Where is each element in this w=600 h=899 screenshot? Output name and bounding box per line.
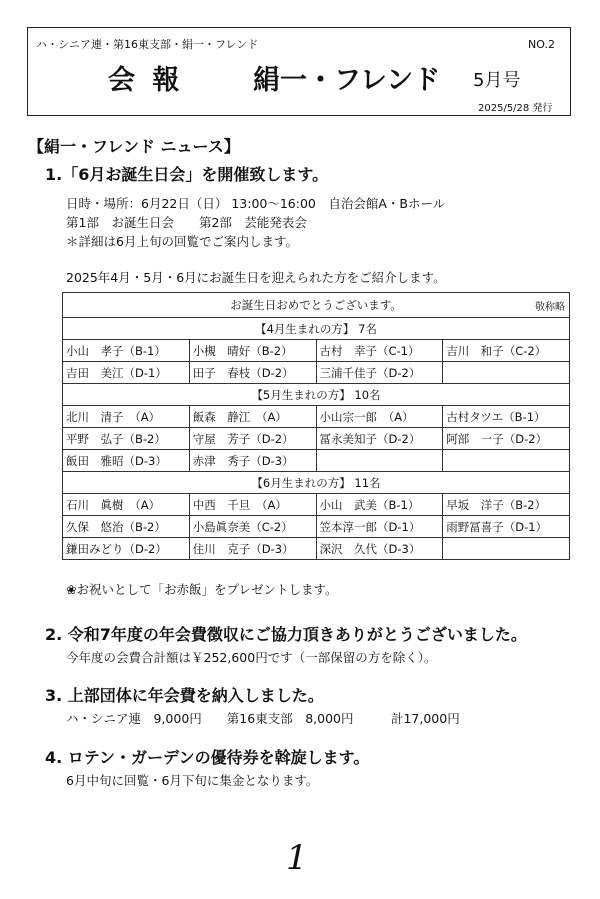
item1-note: ＊詳細は6月上旬の回覧でご案内します。 (66, 234, 298, 249)
page-number: 1 (286, 838, 308, 878)
greeting-text: お誕生日おめでとうございます。 (230, 298, 402, 312)
name-cell: 小槻 晴好（B-2） (189, 340, 316, 362)
table-row (63, 293, 570, 318)
name-cell: 小山宗一郎 （A） (316, 406, 443, 428)
table-row (63, 318, 570, 340)
name-cell (443, 538, 570, 560)
name-cell: 古村 幸子（C-1） (316, 340, 443, 362)
item3-title: 3. 上部団体に年会費を納入しました。 (45, 686, 324, 705)
name-cell: 中西 千旦 （A） (189, 494, 316, 516)
table-row (63, 516, 570, 538)
birthday-table (62, 292, 570, 560)
name-cell: 田子 春枝（D-2） (189, 362, 316, 384)
issue-number: NO.2 (528, 38, 555, 51)
organization-name: ハ・シニア連・第16東支部・絹一・フレンド (36, 38, 259, 51)
table-row (63, 538, 570, 560)
name-cell: 小山 武美（B-1） (316, 494, 443, 516)
name-cell: 三浦千佳子（D-2） (316, 362, 443, 384)
name-cell: 石川 眞樹 （A） (63, 494, 190, 516)
table-row (63, 362, 570, 384)
club-name: 絹一・フレンド (253, 65, 441, 96)
name-cell: 鎌田みどり（D-2） (63, 538, 190, 560)
name-cell: 雨野冨喜子（D-1） (443, 516, 570, 538)
name-cell: 吉田 美江（D-1） (63, 362, 190, 384)
issue-month: 5月号 (473, 70, 521, 91)
name-cell: 赤津 秀子（D-3） (189, 450, 316, 472)
name-cell: 笠本淳一郎（D-1） (316, 516, 443, 538)
table-row (63, 384, 570, 406)
publish-date: 2025/5/28 発行 (478, 103, 553, 114)
name-cell: 住川 克子（D-3） (189, 538, 316, 560)
table-row (63, 428, 570, 450)
item1-title: 1.「6月お誕生日会」を開催致します。 (45, 165, 329, 184)
table-row (63, 494, 570, 516)
gift-note: ❀お祝いとして「お赤飯」をプレゼントします。 (66, 582, 338, 597)
item2-text: 今年度の会費合計額は￥252,600円です（一部保留の方を除く）。 (66, 650, 437, 665)
item3-text: ハ・シニア連 9,000円 第16東支部 8,000円 計17,000円 (66, 711, 460, 726)
name-cell: 飯森 静江 （A） (189, 406, 316, 428)
item2-title: 2. 令和7年度の年会費徴収にご協力頂きありがとうございました。 (45, 625, 527, 644)
name-cell: 平野 弘子（B-2） (63, 428, 190, 450)
name-cell: 飯田 雅昭（D-3） (63, 450, 190, 472)
item4-text: 6月中旬に回覧・6月下旬に集金となります。 (66, 773, 319, 788)
honorific-note: 敬称略 (535, 302, 565, 313)
name-cell: 吉川 和子（C-2） (443, 340, 570, 362)
table-row (63, 406, 570, 428)
name-cell (443, 362, 570, 384)
name-cell: 古村タツエ（B-1） (443, 406, 570, 428)
name-cell: 深沢 久代（D-3） (316, 538, 443, 560)
group-label: 【6月生まれの方】 11名 (63, 472, 570, 494)
table-row (63, 472, 570, 494)
table-row (63, 450, 570, 472)
name-cell: 守屋 芳子（D-2） (189, 428, 316, 450)
name-cell: 小山 孝子（B-1） (63, 340, 190, 362)
name-cell: 久保 悠治（B-2） (63, 516, 190, 538)
group-label: 【5月生まれの方】 10名 (63, 384, 570, 406)
newsletter-title: 会 報 (108, 65, 184, 96)
name-cell (443, 450, 570, 472)
birthday-intro: 2025年4月・5月・6月にお誕生日を迎えられた方をご紹介します。 (66, 270, 446, 285)
group-label: 【4月生まれの方】 7名 (63, 318, 570, 340)
item4-title: 4. ロテン・ガーデンの優待券を斡旋します。 (45, 748, 370, 767)
news-heading: 【絹一・フレンド ニュース】 (28, 137, 240, 156)
name-cell: 阿部 一子（D-2） (443, 428, 570, 450)
item1-program: 第1部 お誕生日会 第2部 芸能発表会 (66, 215, 307, 230)
name-cell: 早坂 洋子（B-2） (443, 494, 570, 516)
item1-datetime: 日時・場所：6月22日（日） 13:00～16:00 自治会館A・Bホール (66, 196, 446, 211)
table-row (63, 340, 570, 362)
name-cell (316, 450, 443, 472)
greeting-cell (63, 293, 570, 318)
name-cell: 北川 清子 （A） (63, 406, 190, 428)
name-cell: 冨永美知子（D-2） (316, 428, 443, 450)
name-cell: 小島眞奈美（C-2） (189, 516, 316, 538)
